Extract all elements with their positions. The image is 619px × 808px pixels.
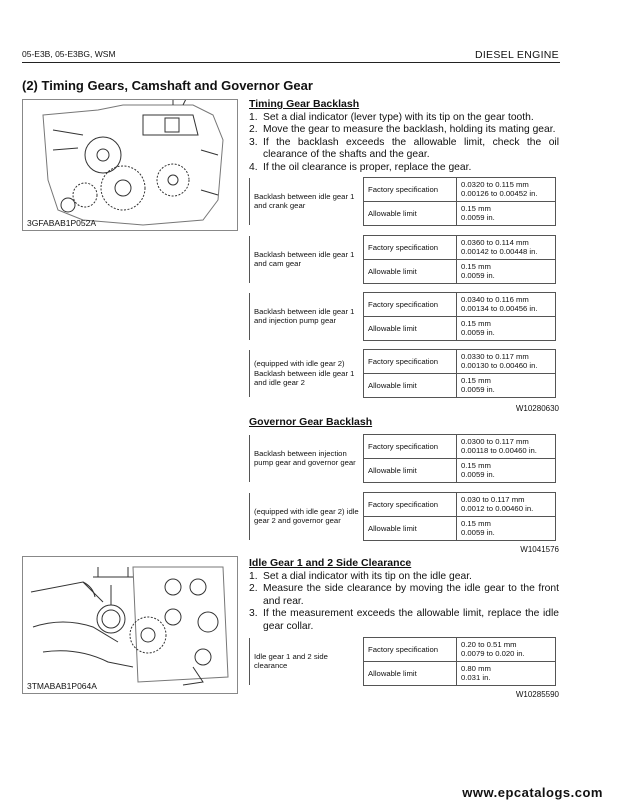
spec-label: Factory specification [364, 178, 457, 202]
governor-code: W1041576 [520, 545, 559, 554]
spec-value: 0.80 mm 0.031 in. [457, 661, 556, 685]
spec-table [249, 292, 556, 341]
engine-gears-illustration [23, 100, 237, 230]
spec-label: Allowable limit [364, 458, 457, 482]
list-item: 3. If the measurement exceeds the allowable limit, replace the idle gear collar. [249, 608, 559, 632]
timing-code: W10280630 [515, 404, 559, 413]
spec-table [249, 235, 556, 284]
spec-label: Factory specification [364, 293, 457, 317]
header-right: DIESEL ENGINE [474, 49, 559, 61]
spec-label: Factory specification [364, 236, 457, 260]
idle-subtitle: Idle Gear 1 and 2 Side Clearance [249, 557, 412, 569]
spec-value: 0.0300 to 0.117 mm 0.00118 to 0.00460 in. [457, 435, 556, 459]
spec-table [249, 177, 556, 226]
idle-gear-figure [22, 556, 238, 694]
spec-label: Allowable limit [364, 516, 457, 540]
spec-item: Backlash between injection pump gear and governor gear [250, 435, 364, 483]
list-item: 2. Measure the side clearance by moving the idle gear to the front and rear. [249, 583, 559, 607]
spec-value: 0.20 to 0.51 mm 0.0079 to 0.020 in. [457, 638, 556, 662]
spec-value: 0.0320 to 0.115 mm 0.00126 to 0.00452 in. [457, 178, 556, 202]
dial-indicator-illustration [23, 557, 237, 693]
spec-table [249, 434, 556, 483]
spec-item: Idle gear 1 and 2 side clearance [250, 638, 364, 686]
spec-table [249, 349, 556, 398]
list-item: 1. Set a dial indicator with its tip on the idle gear. [249, 571, 472, 582]
spec-label: Factory specification [364, 350, 457, 374]
spec-item: Backlash between idle gear 1 and injection pump gear [250, 293, 364, 341]
list-item: 2. Move the gear to measure the backlash, holding its mating gear. [249, 124, 556, 136]
idle-figure-code: 3TMABAB1P064A [27, 681, 97, 691]
spec-item: (equipped with idle gear 2) idle gear 2 and governor gear [250, 493, 364, 541]
spec-value: 0.0360 to 0.114 mm 0.00142 to 0.00448 in. [457, 236, 556, 260]
spec-item: Backlash between idle gear 1 and cam gear [250, 236, 364, 284]
spec-value: 0.15 mm 0.0059 in. [457, 201, 556, 225]
spec-value: 0.15 mm 0.0059 in. [457, 316, 556, 340]
header-left: 05-E3B, 05-E3BG, WSM [22, 49, 116, 59]
spec-value: 0.15 mm 0.0059 in. [457, 516, 556, 540]
timing-steps [249, 112, 559, 174]
timing-figure-code: 3GFABAB1P052A [27, 218, 96, 228]
spec-label: Factory specification [364, 435, 457, 459]
list-item: 3. If the backlash exceeds the allowable limit, check the oil clearance of the shafts and the gear. [249, 136, 559, 161]
spec-value: 0.030 to 0.117 mm 0.0012 to 0.00460 in. [457, 493, 556, 517]
spec-value: 0.15 mm 0.0059 in. [457, 373, 556, 397]
section-title: (2) Timing Gears, Camshaft and Governor Gear [22, 78, 313, 93]
spec-label: Allowable limit [364, 259, 457, 283]
spec-item: (equipped with idle gear 2) Backlash between idle gear 1 and idle gear 2 [250, 350, 364, 398]
spec-label: Allowable limit [364, 661, 457, 685]
governor-subtitle: Governor Gear Backlash [249, 416, 373, 428]
list-item: 4. If the oil clearance is proper, replace the gear. [249, 161, 472, 173]
watermark: www.epcatalogs.com [462, 785, 603, 800]
spec-label: Allowable limit [364, 316, 457, 340]
timing-subtitle: Timing Gear Backlash [249, 98, 360, 110]
spec-item: Backlash between idle gear 1 and crank gear [250, 178, 364, 226]
spec-label: Factory specification [364, 493, 457, 517]
spec-value: 0.0340 to 0.116 mm 0.00134 to 0.00456 in. [457, 293, 556, 317]
idle-steps [249, 571, 559, 633]
header-rule [22, 62, 560, 63]
spec-table [249, 492, 556, 541]
spec-label: Allowable limit [364, 373, 457, 397]
spec-label: Factory specification [364, 638, 457, 662]
spec-label: Allowable limit [364, 201, 457, 225]
idle-code: W10285590 [515, 690, 559, 699]
spec-value: 0.15 mm 0.0059 in. [457, 259, 556, 283]
timing-gears-figure [22, 99, 238, 231]
spec-table [249, 637, 556, 686]
list-item: 1. Set a dial indicator (lever type) with its tip on the gear tooth. [249, 112, 534, 123]
spec-value: 0.15 mm 0.0059 in. [457, 458, 556, 482]
spec-value: 0.0330 to 0.117 mm 0.00130 to 0.00460 in. [457, 350, 556, 374]
